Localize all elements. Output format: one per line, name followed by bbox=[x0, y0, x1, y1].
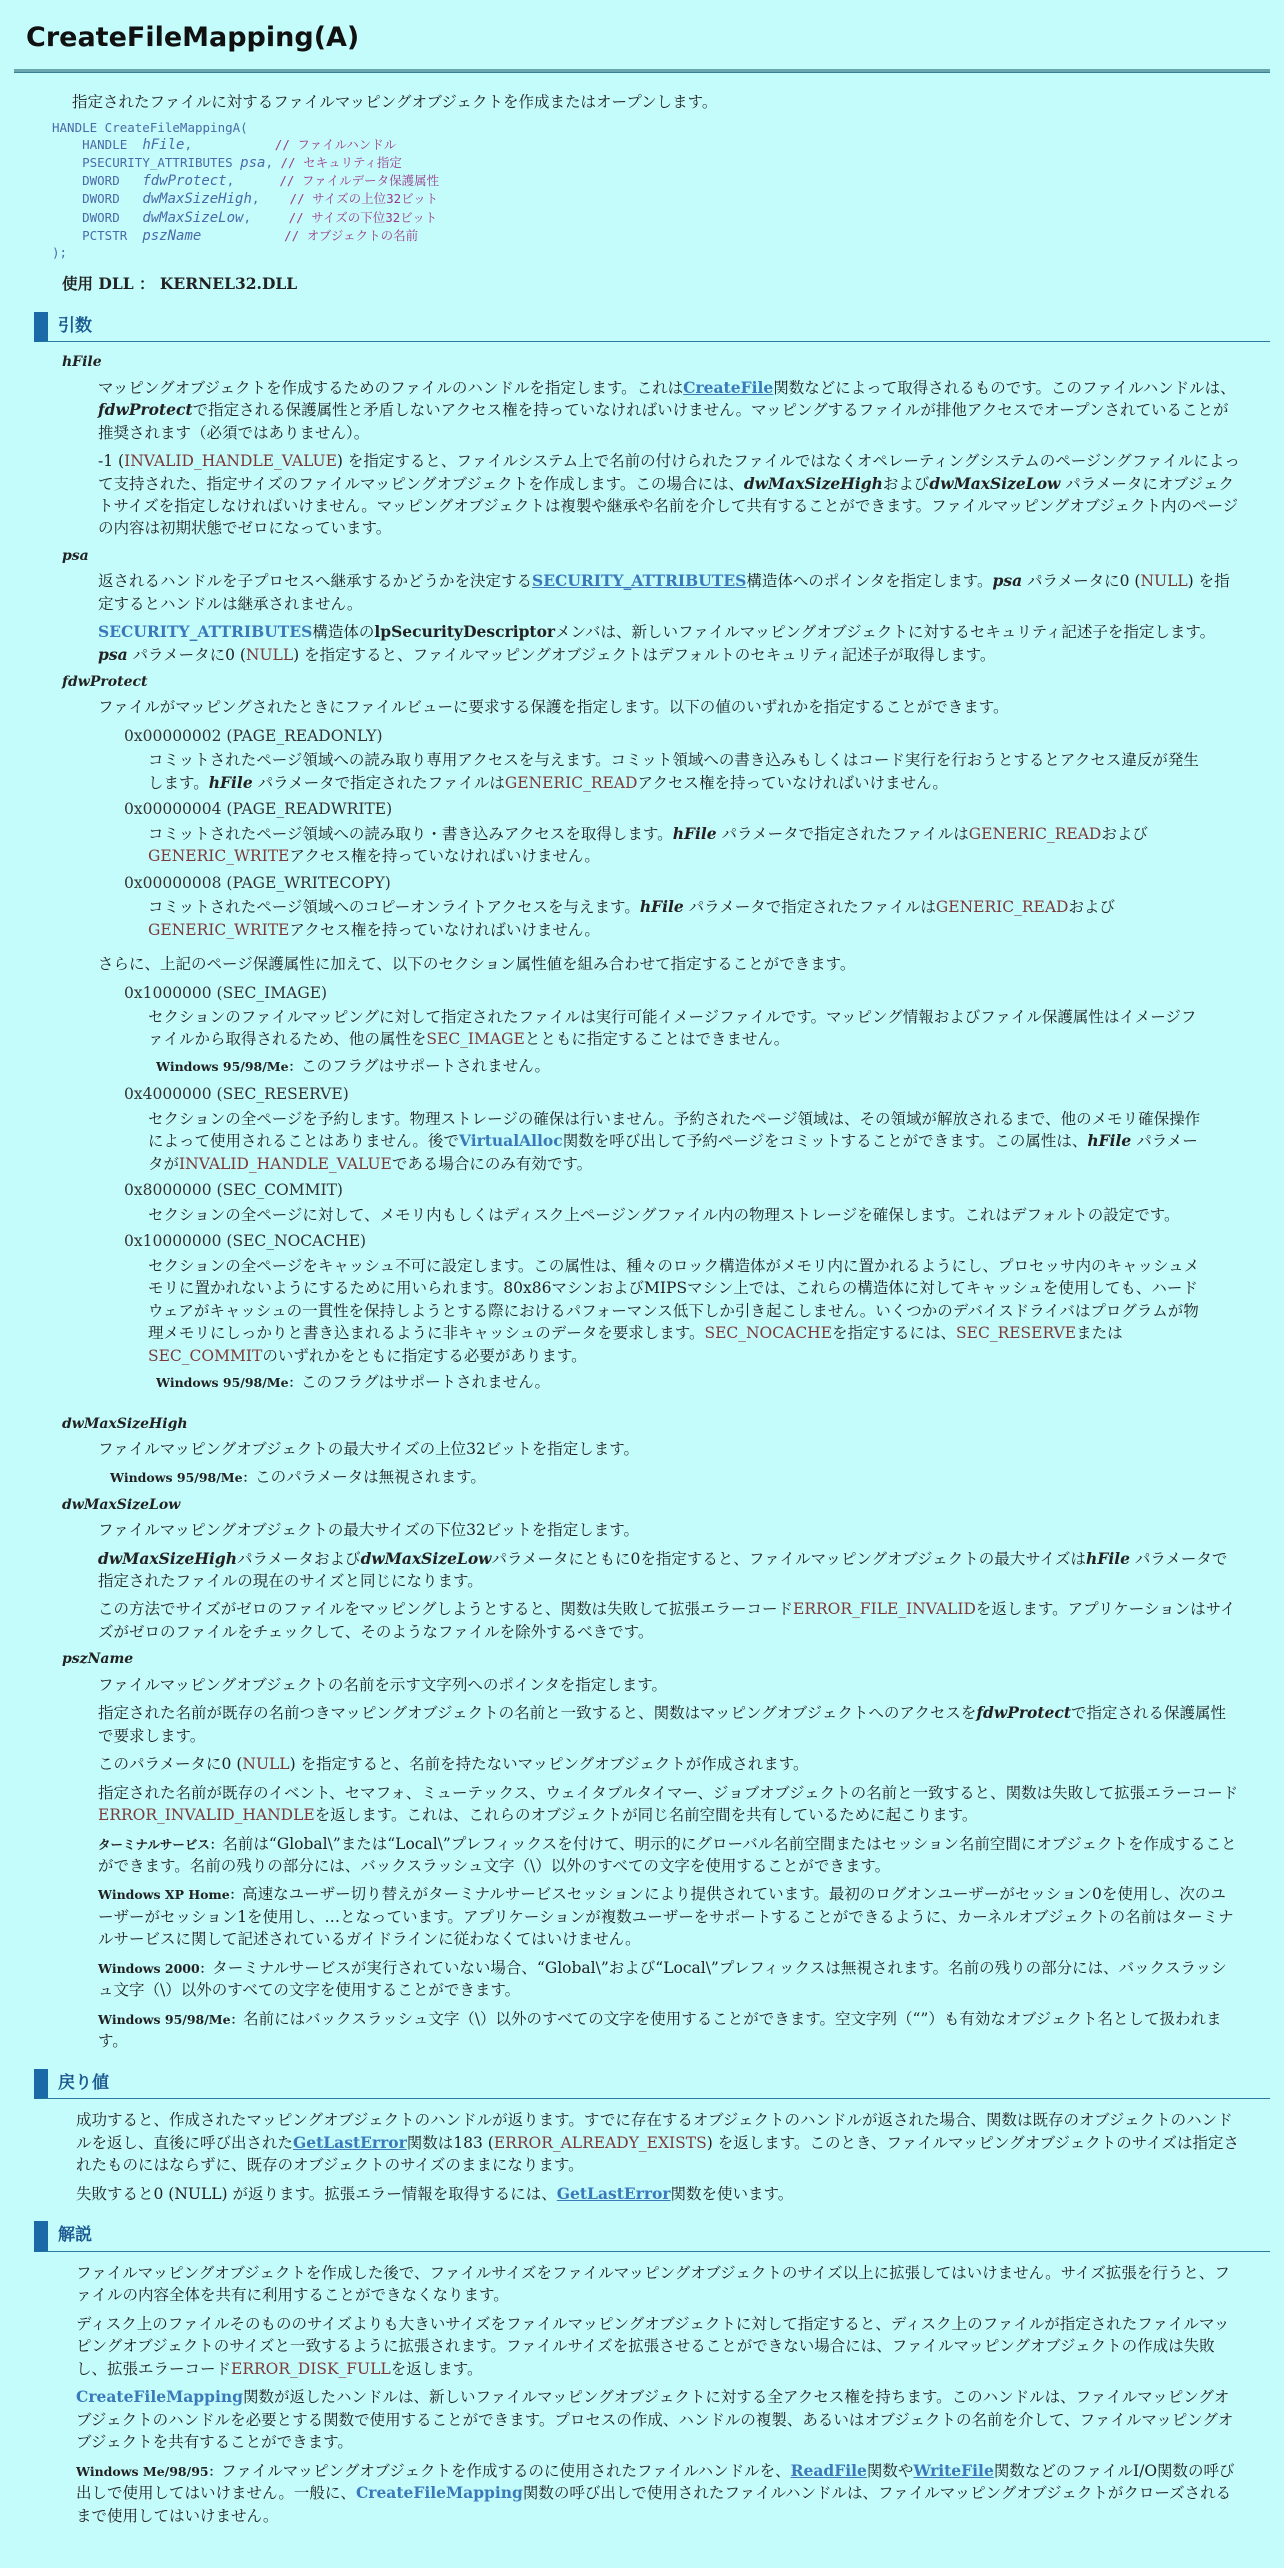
flag-label: 0x00000004 (PAGE_READWRITE) bbox=[124, 800, 393, 819]
getlasterror-link-2[interactable]: GetLastError bbox=[556, 2183, 671, 2203]
param-psa-name: psa bbox=[62, 547, 89, 564]
page-title: CreateFileMapping(A) bbox=[26, 22, 360, 53]
param-dwmaxsizelow-name: dwMaxSizeLow bbox=[62, 1496, 181, 1513]
platform-note: Windows 95/98/Me：このパラメータは無視されます。 bbox=[110, 1468, 486, 1487]
param-psa-desc2: SECURITY_ATTRIBUTES構造体のlpSecurityDescriptorメンバは、新しいファイルマッピングオブジェクトに対するセキュリティ記述子を指定します。psa パラメータに0 (NULL) を指定すると、ファイルマッピングオブジェクトはデフォルトのセキュリティ記述子が取得します。 bbox=[98, 622, 1216, 664]
createfilemapping-link-2[interactable]: CreateFileMapping bbox=[355, 2483, 523, 2503]
param-pszname-desc4: 指定された名前が既存のイベント、セマフォ、ミューテックス、ウェイタブルタイマー、ジョブオブジェクトの名前と一致すると、関数は失敗して拡張エラーコードERROR_INVALID_HANDLEを返します。これは、これらのオブジェクトが同じ名前空間を共有しているために起こります。 bbox=[98, 1783, 1239, 1825]
section-notes-heading: 解説 bbox=[34, 2221, 1270, 2252]
platform-note: ターミナルサービス：名前は“Global\”または“Local\”プレフィックスを付けて、明示的にグローバル名前空間またはセッション名前空間にオブジェクトを作成することができます。名前の残りの部分には、バックスラッシュ文字（\）以外のすべての文字を使用することができます。 bbox=[98, 1834, 1237, 1875]
flag-label: 0x00000008 (PAGE_WRITECOPY) bbox=[124, 873, 391, 892]
param-pszname-name: pszName bbox=[62, 1651, 134, 1668]
flag-label: 0x1000000 (SEC_IMAGE) bbox=[124, 983, 328, 1002]
param-dwmaxsizehigh-desc: ファイルマッピングオブジェクトの最大サイズの上位32ビットを指定します。 bbox=[98, 1439, 639, 1458]
dll-info: 使用 DLL ： KERNEL32.DLL bbox=[62, 274, 298, 294]
function-signature: HANDLE CreateFileMappingA( HANDLE hFile, // ファイルハンドル PSECURITY_ATTRIBUTES psa, // セキュリティ指定 DWORD fdwProtect, // ファイルデータ保護属性 DWORD dwMaxSizeHigh, // サイズの上位32ビット DWORD dwMaxSizeLow, // サイズの下位32ビット PCTSTR pszName // オブジェクトの名前 ); bbox=[52, 119, 440, 260]
platform-note: Windows 95/98/Me：このフラグはサポートされません。 bbox=[156, 1373, 551, 1392]
param-dwmaxsizelow-desc: ファイルマッピングオブジェクトの最大サイズの下位32ビットを指定します。 bbox=[98, 1521, 639, 1540]
param-psa-desc: 返されるハンドルを子プロセスへ継承するかどうかを決定するSECURITY_ATTRIBUTES構造体へのポインタを指定します。psa パラメータに0 (NULL) を指定するとハンドルは継承されません。 bbox=[98, 571, 1230, 613]
createfilemapping-link[interactable]: CreateFileMapping bbox=[76, 2387, 243, 2407]
virtualalloc-link[interactable]: VirtualAlloc bbox=[458, 1131, 563, 1151]
getlasterror-link[interactable]: GetLastError bbox=[293, 2132, 407, 2152]
notes-p1: ファイルマッピングオブジェクトを作成した後で、ファイルサイズをファイルマッピングオブジェクトのサイズ以上に拡張してはいけません。サイズ拡張を行うと、ファイルの内容全体を共有に利用することができなくなります。 bbox=[76, 2263, 1230, 2305]
flag-desc: セクションの全ページを予約します。物理ストレージの確保は行いません。予約されたページ領域は、その領域が解放されるまで、他のメモリ確保操作によって使用されることはありません。後でVirtualAlloc関数を呼び出して予約ページをコミットすることができます。この属性は、hFile パラメータがINVALID_HANDLE_VALUEである場合にのみ有効です。 bbox=[148, 1109, 1201, 1173]
flag-label: 0x8000000 (SEC_COMMIT) bbox=[124, 1181, 343, 1200]
flag-label: 0x4000000 (SEC_RESERVE) bbox=[124, 1085, 349, 1104]
title-divider bbox=[14, 69, 1270, 73]
intro-text: 指定されたファイルに対するファイルマッピングオブジェクトを作成またはオープンします。 bbox=[72, 93, 718, 112]
notes-p4: Windows Me/98/95：ファイルマッピングオブジェクトを作成するのに使用されたファイルハンドルを、ReadFile関数やWriteFile関数などのファイルI/O関数の呼び出しで使用してはいけません。一般に、CreateFileMapping関数の呼び出しで使用されたファイルハンドルは、ファイルマッピングオブジェクトがクローズされるまで使用してはいけません。 bbox=[76, 2460, 1235, 2525]
security-attributes-link[interactable]: SECURITY_ATTRIBUTES bbox=[532, 571, 747, 591]
platform-note: Windows 2000：ターミナルサービスが実行されていない場合、“Global\”および“Local\”プレフィックスは無視されます。名前の残りの部分には、バックスラッシュ文字（\）以外のすべての文字を使用することができます。 bbox=[98, 1958, 1227, 2000]
writefile-link[interactable]: WriteFile bbox=[913, 2460, 994, 2480]
param-dwmaxsizehigh-name: dwMaxSizeHigh bbox=[62, 1415, 188, 1432]
flag-desc: セクションの全ページに対して、メモリ内もしくはディスク上ページングファイル内の物理ストレージを確保します。これはデフォルトの設定です。 bbox=[148, 1205, 1180, 1224]
createfile-link[interactable]: CreateFile bbox=[683, 377, 774, 397]
platform-note: Windows 95/98/Me：名前にはバックスラッシュ文字（\）以外のすべての文字を使用することができます。空文字列（“”）も有効なオブジェクト名として扱われます。 bbox=[98, 2009, 1222, 2051]
param-fdwprotect-name: fdwProtect bbox=[62, 674, 148, 691]
security-attributes-link-2[interactable]: SECURITY_ATTRIBUTES bbox=[98, 622, 313, 642]
readfile-link[interactable]: ReadFile bbox=[790, 2460, 867, 2480]
param-fdwprotect-desc: ファイルがマッピングされたときにファイルビューに要求する保護を指定します。以下の値のいずれかを指定することができます。 bbox=[98, 698, 1009, 717]
param-pszname-desc: ファイルマッピングオブジェクトの名前を示す文字列へのポインタを指定します。 bbox=[98, 1675, 668, 1694]
return-desc2: 失敗すると0 (NULL) が返ります。拡張エラー情報を取得するには、GetLastError関数を使います。 bbox=[76, 2183, 794, 2203]
flag-desc: コミットされたページ領域への読み取り・書き込みアクセスを取得します。hFile パラメータで指定されたファイルはGENERIC_READおよびGENERIC_WRITEアクセス権を持っていなければいけません。 bbox=[148, 823, 1148, 866]
param-hfile-desc: マッピングオブジェクトを作成するためのファイルのハンドルを指定します。これはCreateFile関数などによって取得されるものです。このファイルハンドルは、fdwProtectで指定される保護属性と矛盾しないアクセス権を持っていなければいけません。マッピングするファイルが排他アクセスでオープンされていることが推奨されます（必須ではありません）。 bbox=[98, 377, 1236, 442]
param-dwmaxsizelow-desc2: dwMaxSizeHighパラメータおよびdwMaxSizeLowパラメータにともに0を指定すると、ファイルマッピングオブジェクトの最大サイズはhFile パラメータで指定されたファイルの現在のサイズと同じになります。 bbox=[98, 1548, 1228, 1590]
notes-p3: CreateFileMapping関数が返したハンドルは、新しいファイルマッピングオブジェクトに対する全アクセス権を持ちます。このハンドルは、ファイルマッピングオブジェクトのハンドルを必要とする関数で使用することができます。プロセスの作成、ハンドルの複製、あるいはオブジェクトの名前を介して、ファイルマッピングオブジェクトを共有することができます。 bbox=[76, 2387, 1234, 2452]
platform-note: Windows 95/98/Me：このフラグはサポートされません。 bbox=[156, 1056, 551, 1075]
param-hfile-desc2: -1 (INVALID_HANDLE_VALUE) を指定すると、ファイルシステム上で名前の付けられたファイルではなくオペレーティングシステムのページングファイルによって支持された、指定サイズのファイルマッピングオブジェクトを作成します。この場合には、dwMaxSizeHighおよびdwMaxSizeLow パラメータにオブジェクトサイズを指定しなければいけません。マッピングオブジェクトは複製や継承や名前を介して共有することができます。ファイルマッピングオブジェクト内のページの内容は初期状態でゼロになっています。 bbox=[98, 452, 1240, 538]
section-return-heading: 戻り値 bbox=[34, 2069, 1270, 2100]
notes-p2: ディスク上のファイルそのもののサイズよりも大きいサイズをファイルマッピングオブジェクトに対して指定すると、ディスク上のファイルが指定されたファイルマッピングオブジェクトのサイズと一致するように拡張されます。ファイルサイズを拡張させることができない場合には、ファイルマッピングオブジェクトの作成は失敗し、拡張エラーコードERROR_DISK_FULLを返します。 bbox=[76, 2314, 1230, 2378]
flag-desc: コミットされたページ領域へのコピーオンライトアクセスを与えます。hFile パラメータで指定されたファイルはGENERIC_READおよびGENERIC_WRITEアクセス権を持っていなければいけません。 bbox=[148, 897, 1116, 939]
param-hfile-name: hFile bbox=[62, 354, 102, 371]
flag-label: 0x00000002 (PAGE_READONLY) bbox=[124, 726, 383, 745]
section-args-heading: 引数 bbox=[34, 312, 1270, 343]
flag-desc: セクションのファイルマッピングに対して指定されたファイルは実行可能イメージファイルです。マッピング情報およびファイル保護属性はイメージファイルから取得されるため、他の属性をSEC_IMAGEとともに指定することはできません。 bbox=[148, 1008, 1197, 1049]
section-attr-intro: さらに、上記のページ保護属性に加えて、以下のセクション属性値を組み合わせて指定することができます。 bbox=[98, 955, 856, 974]
flag-desc: コミットされたページ領域への読み取り専用アクセスを与えます。コミット領域への書き込みもしくはコード実行を行おうとするとアクセス違反が発生します。hFile パラメータで指定されたファイルはGENERIC_READアクセス権を持っていなければいけません。 bbox=[148, 751, 1199, 792]
platform-note: Windows XP Home：高速なユーザー切り替えがターミナルサービスセッションにより提供されています。最初のログオンユーザーがセッション0を使用し、次のユーザーがセッション1を使用し、…となっています。アプリケーションが複数ユーザーをサポートすることができるように、カーネルオブジェクトの名前はターミナルサービスに関して記述されているガイドラインに従わなくてはいけません。 bbox=[98, 1885, 1234, 1949]
return-desc: 成功すると、作成されたマッピングオブジェクトのハンドルが返ります。すでに存在するオブジェクトのハンドルが返された場合、関数は既存のオブジェクトのハンドルを返し、直後に呼び出されたGetLastError関数は183 (ERROR_ALREADY_EXISTS) を返します。このとき、ファイルマッピングオブジェクトのサイズは指定されたものにはならずに、既存のオブジェクトのサイズのままになります。 bbox=[76, 2111, 1239, 2175]
param-type: HANDLE bbox=[82, 136, 128, 152]
param-pszname-desc2: 指定された名前が既存の名前つきマッピングオブジェクトの名前と一致すると、関数はマッピングオブジェクトへのアクセスをfdwProtectで指定される保護属性で要求します。 bbox=[98, 1703, 1227, 1745]
flag-label: 0x10000000 (SEC_NOCACHE) bbox=[124, 1232, 367, 1251]
flag-desc: セクションの全ページをキャッシュ不可に設定します。この属性は、種々のロック構造体がメモリ内に置かれるようにし、プロセッサ内のキャッシュメモリに置かれないようにするために用いられます。80x86マシンおよびMIPSマシン上では、これらの構造体に対してキャッシュを使用しても、ハードウェアがキャッシュの一貫性を保持しようとする際におけるパフォーマンス低下しか引き起こしません。いくつかのデバイスドライバはプログラムが物理メモリにしっかりと書き込まれるように非キャッシュのデータを要求します。SEC_NOCACHEを指定するには、SEC_RESERVEまたはSEC_COMMITのいずれかをともに指定する必要があります。 bbox=[148, 1256, 1200, 1365]
param-pszname-desc3: このパラメータに0 (NULL) を指定すると、名前を持たないマッピングオブジェクトが作成されます。 bbox=[98, 1755, 809, 1774]
param-dwmaxsizelow-desc3: この方法でサイズがゼロのファイルをマッピングしようとすると、関数は失敗して拡張エラーコードERROR_FILE_INVALIDを返します。アプリケーションはサイズがゼロのファイルをチェックして、そのようなファイルを除外するべきです。 bbox=[98, 1600, 1236, 1641]
